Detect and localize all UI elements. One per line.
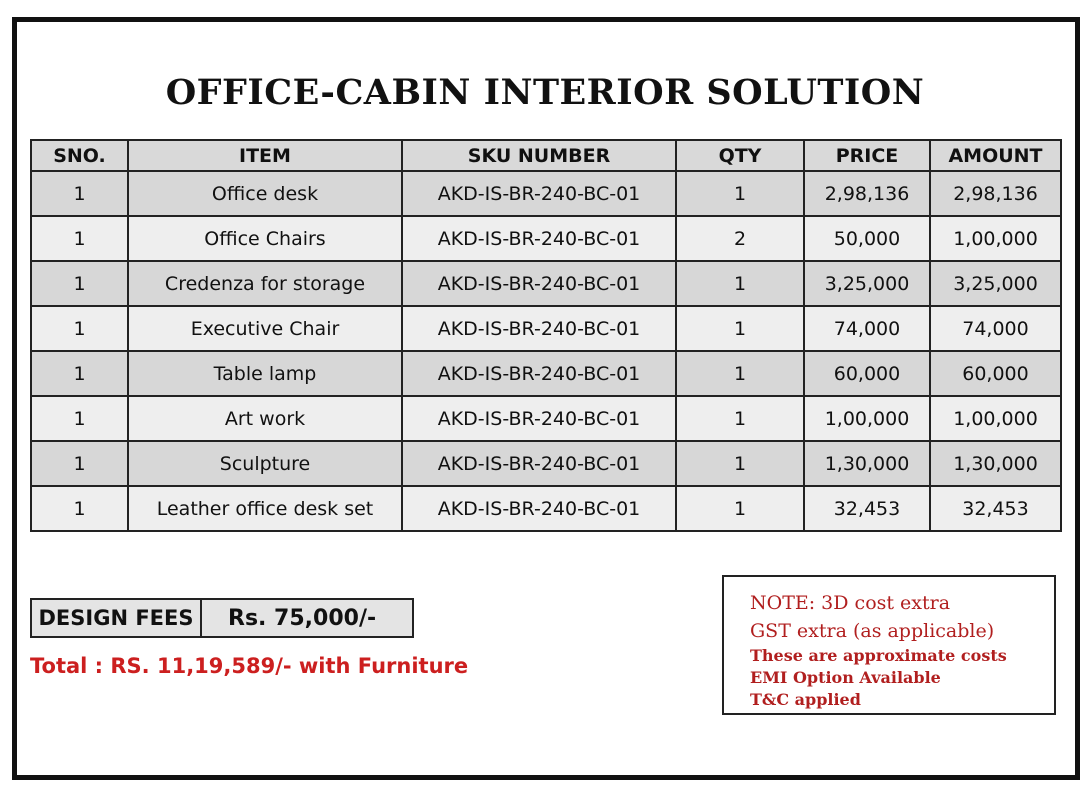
cell-item: Executive Chair: [128, 306, 402, 351]
cell-sno: 1: [31, 486, 128, 531]
note-box: [722, 575, 1056, 715]
cell-sku: AKD-IS-BR-240-BC-01: [402, 171, 676, 216]
cell-sno: 1: [31, 306, 128, 351]
header-price: PRICE: [804, 140, 930, 171]
table-row: [31, 441, 1061, 486]
cell-amount: 32,453: [930, 486, 1061, 531]
cell-sku: AKD-IS-BR-240-BC-01: [402, 261, 676, 306]
cell-price: 74,000: [804, 306, 930, 351]
cell-sku: AKD-IS-BR-240-BC-01: [402, 486, 676, 531]
note-line: EMI Option Available: [750, 668, 941, 687]
note-line: T&C applied: [750, 690, 861, 709]
table-row: [31, 216, 1061, 261]
cell-amount: 60,000: [930, 351, 1061, 396]
cell-sno: 1: [31, 171, 128, 216]
cell-price: 32,453: [804, 486, 930, 531]
cell-item: Office desk: [128, 171, 402, 216]
cell-amount: 74,000: [930, 306, 1061, 351]
cell-sku: AKD-IS-BR-240-BC-01: [402, 351, 676, 396]
cell-qty: 1: [676, 171, 804, 216]
cell-sku: AKD-IS-BR-240-BC-01: [402, 441, 676, 486]
header-amount: AMOUNT: [930, 140, 1061, 171]
cell-sno: 1: [31, 396, 128, 441]
cell-qty: 1: [676, 441, 804, 486]
cell-price: 50,000: [804, 216, 930, 261]
table-row: [31, 351, 1061, 396]
cell-sku: AKD-IS-BR-240-BC-01: [402, 306, 676, 351]
table-row: [31, 306, 1061, 351]
cell-qty: 1: [676, 306, 804, 351]
total-amount: Total : RS. 11,19,589/- with Furniture: [30, 654, 469, 678]
cell-amount: 1,30,000: [930, 441, 1061, 486]
cell-qty: 1: [676, 351, 804, 396]
note-line: GST extra (as applicable): [750, 620, 995, 642]
cell-item: Sculpture: [128, 441, 402, 486]
cell-sno: 1: [31, 261, 128, 306]
cell-price: 1,00,000: [804, 396, 930, 441]
note-line: These are approximate costs: [750, 646, 1007, 665]
note-line: NOTE: 3D cost extra: [750, 592, 951, 614]
cell-price: 2,98,136: [804, 171, 930, 216]
cell-price: 1,30,000: [804, 441, 930, 486]
cell-amount: 3,25,000: [930, 261, 1061, 306]
header-item: ITEM: [128, 140, 402, 171]
cell-sku: AKD-IS-BR-240-BC-01: [402, 216, 676, 261]
cell-item: Art work: [128, 396, 402, 441]
cell-item: Leather office desk set: [128, 486, 402, 531]
header-qty: QTY: [676, 140, 804, 171]
design-fees-label: DESIGN FEES: [32, 600, 202, 636]
page-title: OFFICE-CABIN INTERIOR SOLUTION: [165, 72, 925, 113]
cell-sno: 1: [31, 441, 128, 486]
cell-sno: 1: [31, 351, 128, 396]
table-header-row: [31, 140, 1061, 171]
header-sku: SKU NUMBER: [402, 140, 676, 171]
cell-amount: 2,98,136: [930, 171, 1061, 216]
cell-qty: 1: [676, 486, 804, 531]
design-fees-box: [30, 598, 414, 638]
cell-amount: 1,00,000: [930, 396, 1061, 441]
cell-price: 3,25,000: [804, 261, 930, 306]
header-sno: SNO.: [31, 140, 128, 171]
table-row: [31, 486, 1061, 531]
table-row: [31, 261, 1061, 306]
cell-price: 60,000: [804, 351, 930, 396]
cell-qty: 1: [676, 261, 804, 306]
cell-amount: 1,00,000: [930, 216, 1061, 261]
table-row: [31, 171, 1061, 216]
cell-item: Credenza for storage: [128, 261, 402, 306]
cell-sno: 1: [31, 216, 128, 261]
cell-item: Office Chairs: [128, 216, 402, 261]
table-row: [31, 396, 1061, 441]
cell-item: Table lamp: [128, 351, 402, 396]
cell-qty: 2: [676, 216, 804, 261]
cell-qty: 1: [676, 396, 804, 441]
cell-sku: AKD-IS-BR-240-BC-01: [402, 396, 676, 441]
design-fees-value: Rs. 75,000/-: [228, 605, 377, 631]
items-table: [30, 139, 1062, 532]
